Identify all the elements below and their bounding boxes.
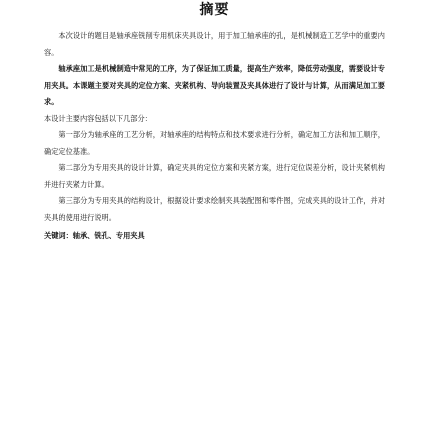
abstract-paragraph-part-two: 第二部分为专用夹具的设计计算，确定夹具的定位方案和夹紧方案，进行定位误差分析，设计夹紧机构并进行夹紧力计算。	[44, 163, 385, 189]
keywords-label: 关键词：	[44, 231, 73, 240]
abstract-paragraph-part-three: 第三部分为专用夹具的结构设计，根据设计要求绘制夹具装配图和零件图，完成夹具的设计工作，并对夹具的使用进行说明。	[44, 196, 385, 222]
keywords-line	[44, 228, 385, 245]
abstract-title: 摘要	[199, 2, 230, 18]
keywords-text: 轴承、铣孔、专用夹具	[72, 231, 145, 240]
abstract-paragraph-intro: 本次设计的题目是轴承座铣削专用机床夹具设计，用于加工轴承座的孔，是机械制造工艺学中的重要内容。	[44, 31, 385, 57]
abstract-paragraph-part-one: 第一部分为轴承座的工艺分析，对轴承座的结构特点和技术要求进行分析，确定加工方法和加工顺序，确定定位基准。	[44, 130, 385, 156]
abstract-paragraph-background: 轴承座加工是机械制造中常见的工序，为了保证加工质量，提高生产效率，降低劳动强度，需要设计专用夹具。本课题主要对夹具的定位方案、夹紧机构、导向装置及夹具体进行了设计与计算，从而满足加工要求。	[44, 64, 385, 106]
abstract-paragraph-outline: 本设计主要内容包括以下几部分：	[44, 113, 152, 123]
